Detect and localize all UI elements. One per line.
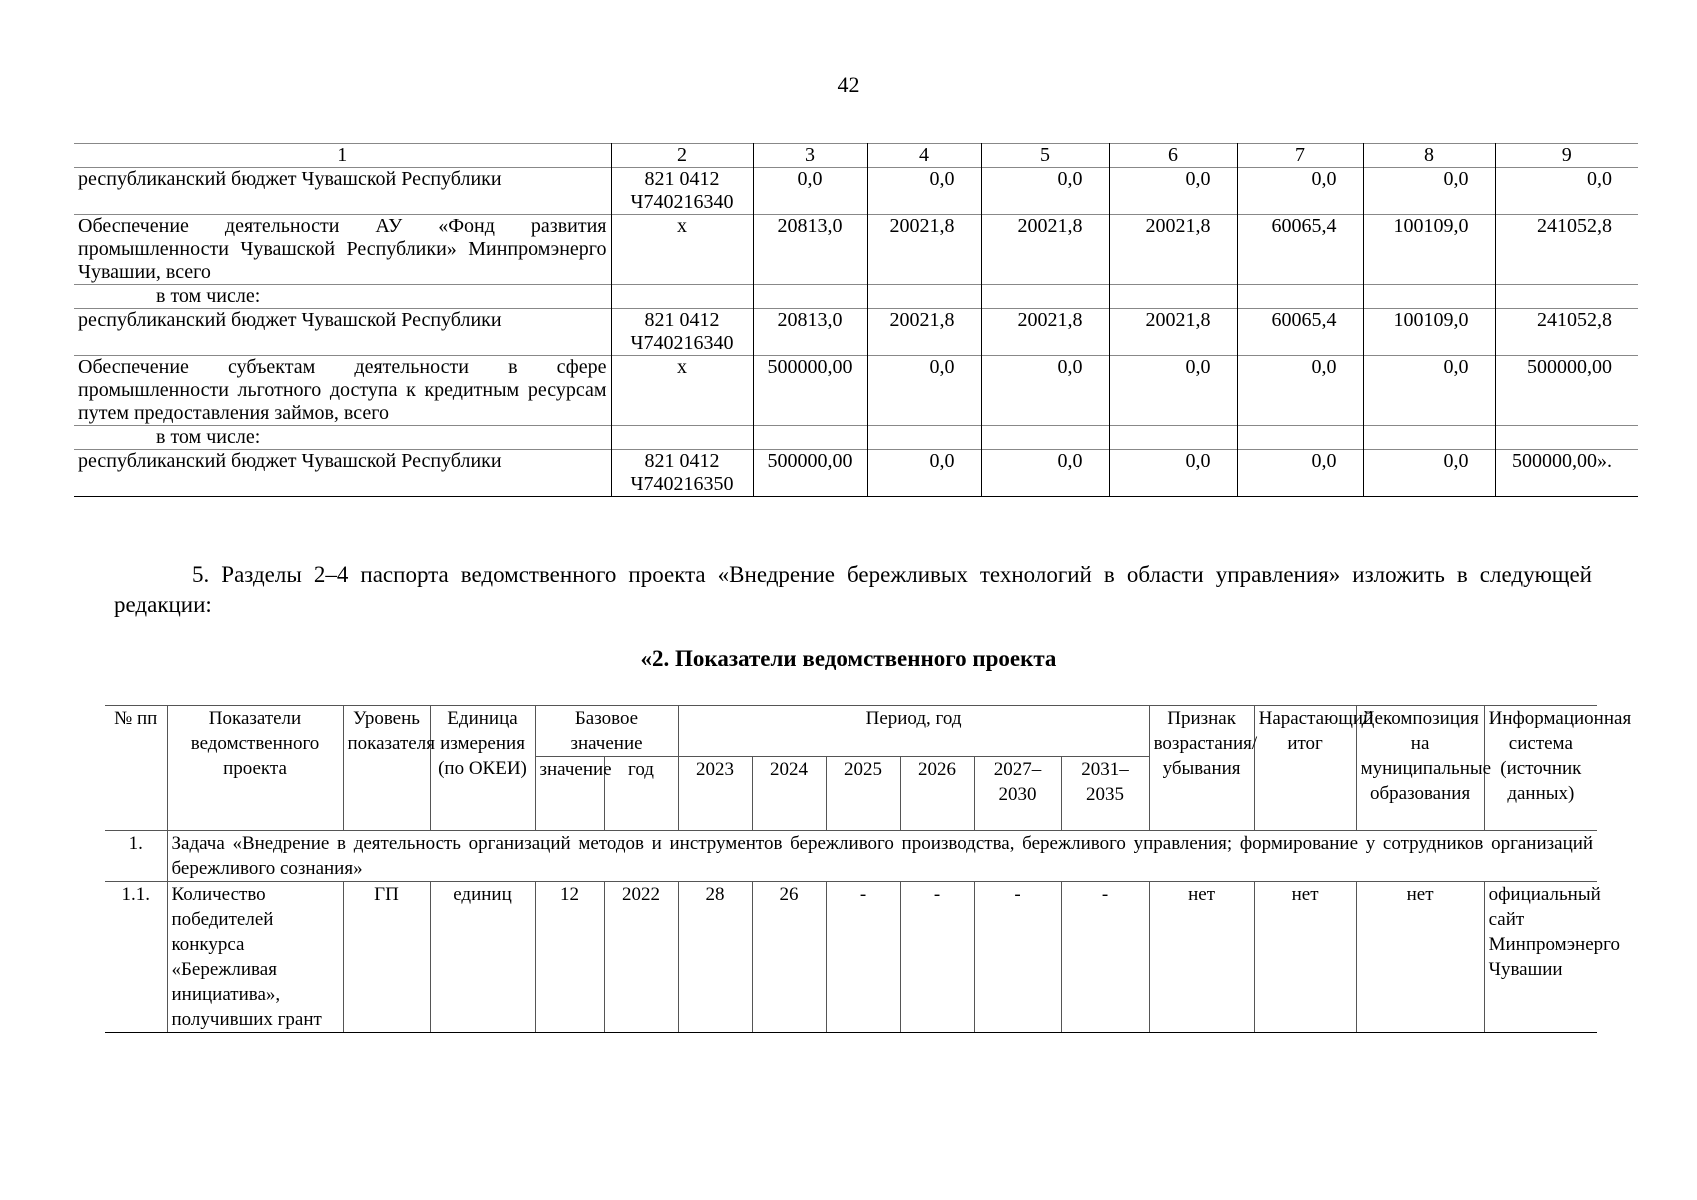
budget-header-cell: 8 [1363,144,1495,168]
header-unit: Единица измерения (по ОКЕИ) [430,706,535,831]
budget-header-cell: 3 [753,144,867,168]
budget-row-value: 20021,8 [981,215,1109,285]
budget-row-value: 500000,00». [1495,450,1638,497]
budget-row-value [753,285,867,309]
header-level: Уровень показателя [343,706,430,831]
budget-row-value: 0,0 [981,450,1109,497]
budget-row-value [1363,285,1495,309]
budget-row-value: 100109,0 [1363,215,1495,285]
budget-row-code: x [611,215,753,285]
header-cumulative: Нарастающий итог [1254,706,1356,831]
budget-row [74,450,1638,497]
task-num: 1. [105,831,167,882]
budget-row-value: 500000,00 [753,450,867,497]
indicator-cumulative: нет [1254,882,1356,1033]
budget-row-value: 0,0 [867,168,981,215]
header-base: Базовое значение [535,706,678,757]
budget-header-cell: 6 [1109,144,1237,168]
indicator-year-value: - [1061,882,1149,1033]
indicator-base-year: 2022 [604,882,678,1033]
header-indicator: Показатели ведомственного проекта [167,706,343,831]
indicator-unit: единиц [430,882,535,1033]
budget-row-value [981,285,1109,309]
header-year: 2023 [678,757,752,831]
budget-row-value: 500000,00 [1495,356,1638,426]
budget-header-cell: 5 [981,144,1109,168]
budget-row-value [1109,426,1237,450]
indicator-num: 1.1. [105,882,167,1033]
indicator-level: ГП [343,882,430,1033]
budget-row-value: 0,0 [1109,450,1237,497]
header-year: 2026 [900,757,974,831]
budget-row-value [1363,426,1495,450]
budget-row-value: 20021,8 [981,309,1109,356]
section-title: «2. Показатели ведомственного проекта [640,646,1057,671]
budget-header-cell: 7 [1237,144,1363,168]
indicator-year-value: 28 [678,882,752,1033]
budget-row-name: в том числе: [74,285,611,309]
budget-row-code: x [611,356,753,426]
budget-row-value [867,426,981,450]
budget-row-value: 0,0 [1363,356,1495,426]
header-base-year: год [604,757,678,831]
budget-row-value [1237,285,1363,309]
budget-row-value: 0,0 [867,356,981,426]
indicator-row [105,882,1597,1033]
budget-row-value [867,285,981,309]
header-base-value: значение [535,757,604,831]
indicator-name: Количество победителей конкурса «Бережливая инициатива», получивших грант [167,882,343,1033]
budget-row-value: 20813,0 [753,309,867,356]
budget-row-value: 500000,00 [753,356,867,426]
header-sign: Признак возрастания/убывания [1149,706,1254,831]
budget-header-cell: 2 [611,144,753,168]
indicators-table [105,705,1632,1033]
budget-row-value [1109,285,1237,309]
budget-row [74,426,1638,450]
budget-row-value: 0,0 [1363,168,1495,215]
budget-row-value: 20813,0 [753,215,867,285]
budget-row-value: 0,0 [1109,356,1237,426]
budget-row-value [981,426,1109,450]
indicator-year-value: - [974,882,1061,1033]
budget-row-value: 0,0 [1237,356,1363,426]
header-period: Период, год [678,706,1149,757]
budget-header-row [74,144,1638,168]
budget-row-name: республиканский бюджет Чувашской Республики [74,450,611,497]
budget-row-value: 0,0 [1237,450,1363,497]
indicator-base-value: 12 [535,882,604,1033]
header-row [105,706,1597,757]
indicator-year-value: 26 [752,882,826,1033]
budget-row-code [611,285,753,309]
budget-row-value: 60065,4 [1237,309,1363,356]
budget-row-value: 241052,8 [1495,309,1638,356]
budget-row-name: Обеспечение субъектам деятельности в сфере промышленности льготного доступа к кредитным ресурсам путем предоставления займов, всего [74,356,611,426]
budget-header-cell: 4 [867,144,981,168]
header-year: 2025 [826,757,900,831]
budget-row-value [753,426,867,450]
budget-table [74,143,1638,497]
budget-row-value: 20021,8 [1109,215,1237,285]
budget-row [74,309,1638,356]
budget-row-code: 821 0412 Ч740216340 [611,309,753,356]
indicator-decomposition: нет [1356,882,1484,1033]
task-row [105,831,1597,882]
budget-row-value: 0,0 [867,450,981,497]
indicator-year-value: - [900,882,974,1033]
budget-row-value: 0,0 [1495,168,1638,215]
budget-row-value: 0,0 [753,168,867,215]
budget-row-value: 20021,8 [867,309,981,356]
budget-row-value: 0,0 [1237,168,1363,215]
budget-row-value: 60065,4 [1237,215,1363,285]
budget-row-name: в том числе: [74,426,611,450]
budget-row-value: 0,0 [981,168,1109,215]
budget-row-value: 241052,8 [1495,215,1638,285]
page-number: 42 [837,72,860,97]
budget-row-value: 0,0 [981,356,1109,426]
budget-row-value: 0,0 [1109,168,1237,215]
budget-row-value: 100109,0 [1363,309,1495,356]
header-info-system: Информационная система (источник данных) [1484,706,1597,831]
budget-row [74,215,1638,285]
header-decomposition: Декомпозиция на муниципальные образования [1356,706,1484,831]
budget-row-value [1237,426,1363,450]
budget-row-name: Обеспечение деятельности АУ «Фонд развития промышленности Чувашской Республики» Минпромэнерго Чувашии, всего [74,215,611,285]
budget-row-code [611,426,753,450]
budget-row-value: 20021,8 [867,215,981,285]
indicator-info-system: официальный сайт Минпромэнерго Чувашии [1484,882,1597,1033]
header-year: 2031–2035 [1061,757,1149,831]
budget-row-code: 821 0412 Ч740216340 [611,168,753,215]
budget-row-name: республиканский бюджет Чувашской Республики [74,309,611,356]
budget-row-value [1495,426,1638,450]
indicator-year-value: - [826,882,900,1033]
amendment-paragraph: 5. Разделы 2–4 паспорта ведомственного проекта «Внедрение бережливых технологий в области управления» изложить в следующей редакции: [114,562,1592,617]
indicator-sign: нет [1149,882,1254,1033]
budget-row-code: 821 0412 Ч740216350 [611,450,753,497]
budget-row [74,168,1638,215]
budget-row [74,285,1638,309]
budget-header-cell: 1 [74,144,611,168]
budget-row-value: 0,0 [1363,450,1495,497]
header-year: 2024 [752,757,826,831]
header-year: 2027–2030 [974,757,1061,831]
budget-row-value [1495,285,1638,309]
budget-row-name: республиканский бюджет Чувашской Республики [74,168,611,215]
task-text: Задача «Внедрение в деятельность организаций методов и инструментов бережливого производства, бережливого управления; формирование у сотрудников организаций бережливого сознания» [167,831,1597,882]
budget-row-value: 20021,8 [1109,309,1237,356]
budget-row [74,356,1638,426]
header-num: № пп [105,706,167,831]
budget-header-cell: 9 [1495,144,1638,168]
